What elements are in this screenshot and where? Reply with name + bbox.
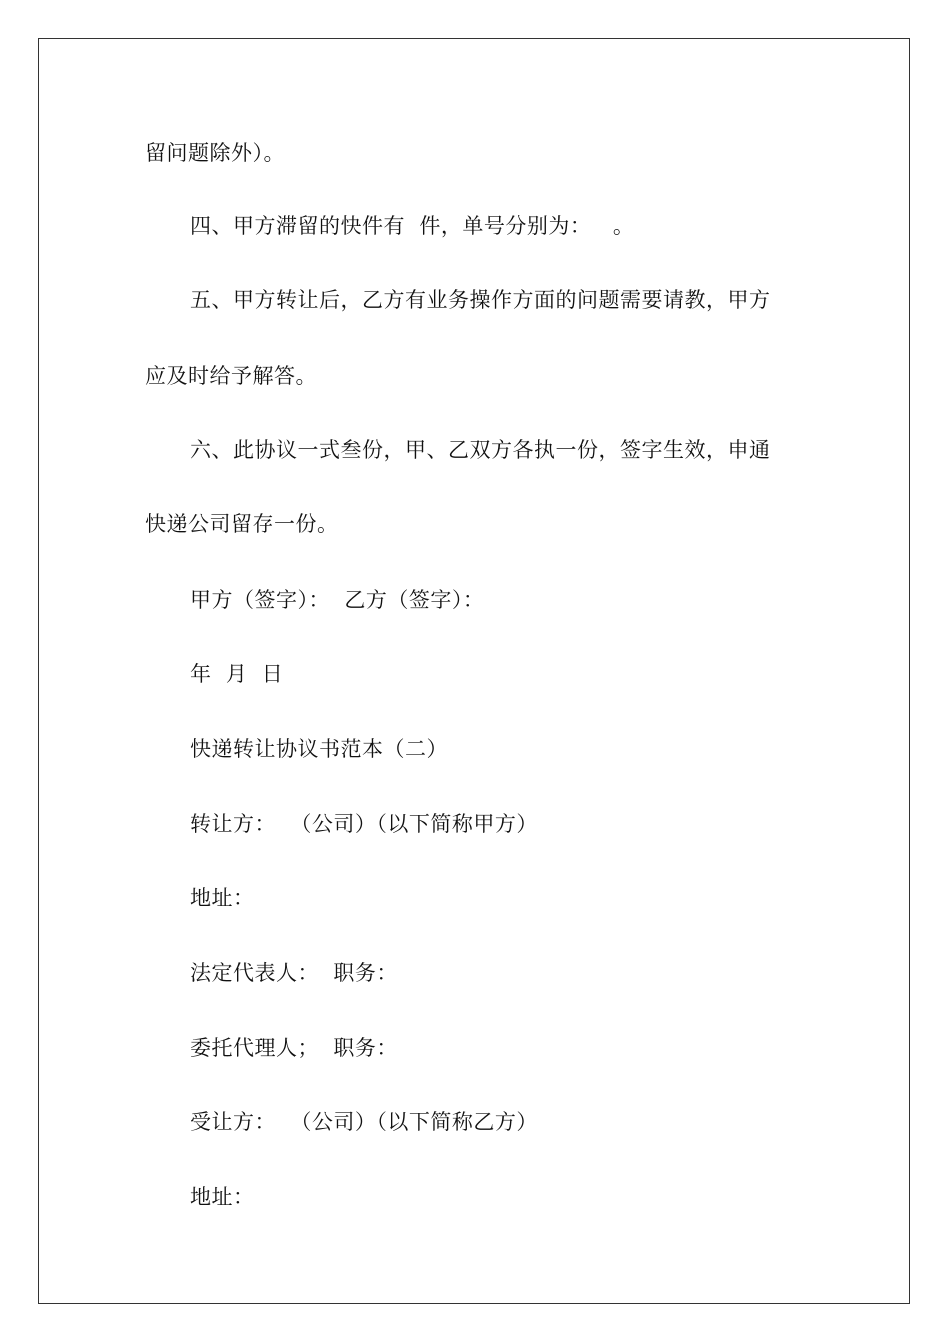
signature-line: 甲方（签字）： 乙方（签字）： [190,588,485,612]
paragraph-line-5: 六、此协议一式叁份，甲、乙双方各执一份，签字生效，申通 [190,438,771,462]
paragraph-line-6: 快递公司留存一份。 [145,512,339,536]
legal-representative-line: 法定代表人： 职务： [190,961,398,985]
transferee-line: 受让方： （公司）（以下简称乙方） [190,1110,538,1134]
date-line: 年 月 日 [190,662,284,686]
paragraph-line-3: 五、甲方转让后，乙方有业务操作方面的问题需要请教，甲方 [190,288,771,312]
paragraph-line-4: 应及时给予解答。 [145,364,317,388]
transferee-address-line: 地址： [190,1185,255,1209]
transferor-line: 转让方： （公司）（以下简称甲方） [190,812,538,836]
paragraph-line-1: 留问题除外）。 [145,141,285,165]
transferor-address-line: 地址： [190,886,255,910]
paragraph-line-2: 四、甲方滞留的快件有 件，单号分别为： 。 [190,214,635,238]
section-title: 快递转让协议书范本（二） [190,737,448,761]
authorized-agent-line: 委托代理人； 职务： [190,1036,398,1060]
